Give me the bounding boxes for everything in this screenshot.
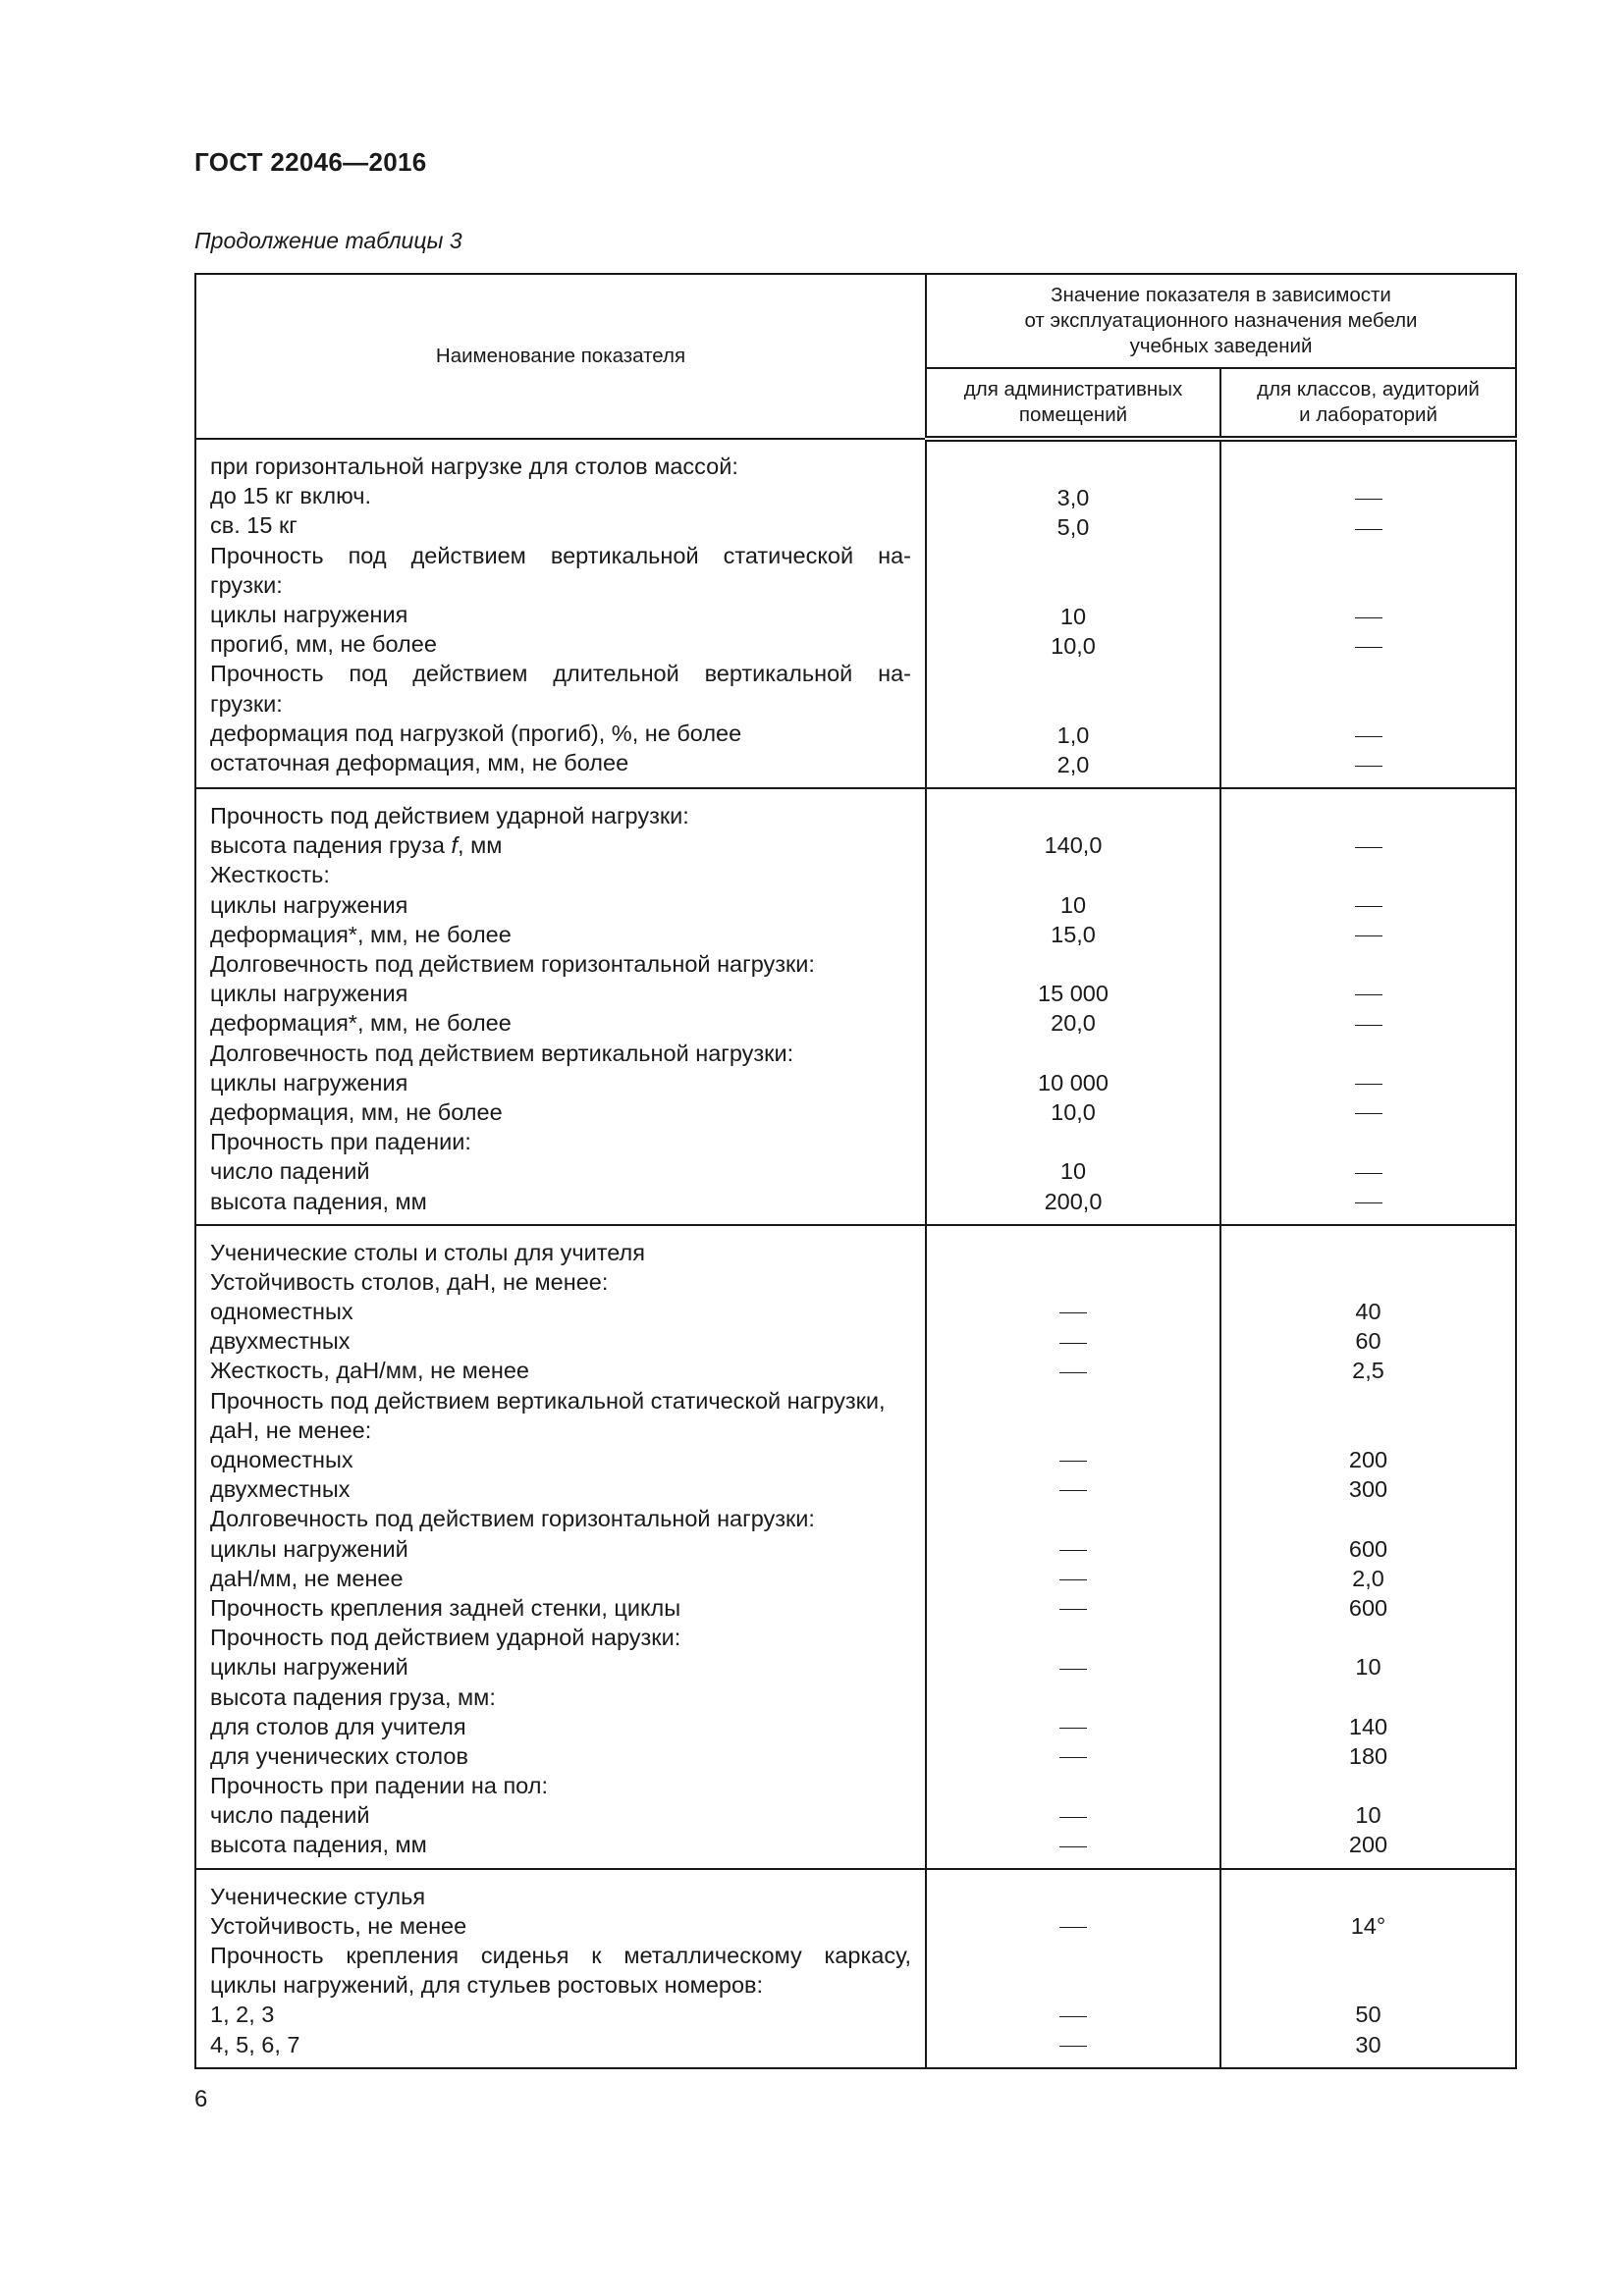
classroom-value: 140 [1348, 1713, 1388, 1739]
classroom-value: 60 [1355, 1328, 1381, 1355]
classroom-value [1235, 1682, 1501, 1712]
admin-value [941, 860, 1206, 889]
indicator-label: даН/мм, не менее [210, 1565, 404, 1591]
admin-value: 10 000 [1038, 1069, 1109, 1095]
indicator-label: Прочность под действием ударной нагрузки: [210, 803, 689, 829]
header-classrooms-labs [1220, 368, 1516, 439]
classroom-value [1235, 1068, 1501, 1097]
classroom-value [1235, 512, 1501, 542]
dash-mark [1059, 1817, 1087, 1818]
indicator-label: циклы нагружения [210, 601, 408, 627]
indicator-label: циклы нагружений, для стульев ростовых номеров: [210, 1972, 764, 1999]
indicator-label: до 15 кг включ. [210, 483, 371, 509]
indicator-label: остаточная деформация, мм, не более [210, 749, 629, 775]
classroom-value [1235, 1156, 1501, 1186]
admin-value [941, 1326, 1206, 1356]
admin-value [941, 2000, 1206, 2029]
indicator-label: Прочность под действием длительной вертикальной на- [210, 661, 911, 687]
classroom-value [1235, 631, 1501, 661]
classroom-value [1235, 1267, 1501, 1297]
classroom-value [1235, 1504, 1501, 1533]
indicator-label: Прочность при падении: [210, 1129, 471, 1155]
dash-mark [1355, 617, 1382, 618]
indicator-label: Жесткость, даН/мм, не менее [210, 1358, 529, 1384]
admin-value [941, 1504, 1206, 1533]
indicator-label: Жесткость: [210, 862, 330, 888]
classroom-value: 40 [1355, 1299, 1381, 1325]
admin-value [941, 1593, 1206, 1623]
classroom-value [1235, 1882, 1501, 1911]
dash-mark [1355, 1084, 1382, 1085]
classroom-value [1235, 1127, 1501, 1156]
classroom-value: 300 [1348, 1476, 1388, 1503]
classroom-value: 180 [1348, 1742, 1388, 1769]
admin-value [941, 949, 1206, 979]
admin-value [941, 1127, 1206, 1156]
classroom-value [1235, 979, 1501, 1008]
dash-mark [1059, 1757, 1087, 1758]
admin-value: 10 [1059, 891, 1087, 918]
dash-mark [1059, 1312, 1087, 1313]
dash-mark [1355, 906, 1382, 907]
classroom-value [1235, 1623, 1501, 1652]
classroom-value-cell [1220, 788, 1516, 1225]
classroom-value [1235, 1941, 1501, 1970]
indicator-label: Устойчивость столов, даН, не менее: [210, 1268, 609, 1295]
classroom-value [1235, 1238, 1501, 1267]
classroom-value [1235, 920, 1501, 949]
header-classrooms-line: для классов, аудиторий [1257, 378, 1480, 400]
admin-value [941, 1800, 1206, 1830]
dash-mark [1355, 647, 1382, 648]
indicator-label: двухместных [210, 1328, 351, 1355]
dash-mark [1059, 1927, 1087, 1928]
admin-value [941, 1564, 1206, 1593]
indicator-label: циклы нагружений [210, 1535, 408, 1562]
admin-value [941, 454, 1206, 483]
indicator-label: число падений [210, 1158, 370, 1185]
classroom-value: 10 [1355, 1654, 1381, 1681]
classroom-value: 30 [1355, 2031, 1381, 2057]
classroom-value [1235, 483, 1501, 512]
indicator-label: св. 15 кг [210, 512, 298, 539]
indicator-label: для ученических столов [210, 1742, 468, 1769]
admin-value [941, 1882, 1206, 1911]
classroom-value [1235, 1008, 1501, 1038]
admin-value [941, 1386, 1206, 1415]
admin-value-cell [926, 788, 1220, 1225]
admin-value [941, 1267, 1206, 1297]
indicator-label: деформация*, мм, не более [210, 921, 512, 947]
classroom-value: 14° [1350, 1912, 1386, 1939]
dash-mark [1355, 736, 1382, 737]
indicator-label: Прочность крепления сиденья к металлическому каркасу, [210, 1943, 911, 1968]
admin-value [941, 2030, 1206, 2059]
admin-value [941, 1830, 1206, 1859]
classroom-value [1235, 750, 1501, 779]
indicator-label: Ученические стулья [210, 1883, 426, 1909]
indicator-label: для столов для учителя [210, 1713, 466, 1739]
header-value-line: Значение показателя в зависимости [1051, 284, 1391, 306]
table-caption: Продолжение таблицы 3 [194, 228, 462, 253]
classroom-value [1235, 890, 1501, 920]
dash-mark [1355, 1173, 1382, 1174]
classroom-value: 600 [1348, 1594, 1388, 1621]
header-indicator-name: Наименование показателя [195, 274, 926, 439]
indicator-label: циклы нагружений [210, 1654, 408, 1681]
page-number: 6 [194, 2086, 208, 2112]
classroom-value: 200 [1348, 1447, 1388, 1472]
indicator-label: деформация, мм, не более [210, 1098, 503, 1125]
classroom-value-cell [1220, 1869, 1516, 2068]
indicator-label: высота падения груза f, мм [210, 832, 503, 859]
admin-value [941, 1652, 1206, 1682]
indicator-label: Долговечность под действием горизонтальной нагрузки: [210, 951, 815, 977]
classroom-value: 200 [1348, 1832, 1388, 1858]
dash-mark [1355, 499, 1382, 500]
admin-value-cell [926, 1869, 1220, 2068]
admin-value-cell [926, 1225, 1220, 1869]
dash-mark [1059, 1372, 1087, 1373]
dash-mark [1059, 1343, 1087, 1344]
indicator-label: высота падения груза, мм: [210, 1683, 496, 1710]
variable-f: f [451, 832, 459, 859]
indicator-cell [195, 788, 926, 1225]
header-value-group [926, 274, 1516, 368]
classroom-value [1235, 1386, 1501, 1415]
admin-value: 200,0 [1044, 1188, 1103, 1214]
dash-mark [1355, 847, 1382, 848]
admin-value: 3,0 [1056, 485, 1090, 511]
admin-value [941, 1970, 1206, 2000]
admin-value [941, 1445, 1206, 1474]
indicator-label: Долговечность под действием вертикальной нагрузки: [210, 1040, 794, 1066]
admin-value [941, 1623, 1206, 1652]
admin-value [941, 1356, 1206, 1385]
dash-mark [1059, 1579, 1087, 1580]
dash-mark [1059, 1728, 1087, 1729]
admin-value [941, 1771, 1206, 1800]
classroom-value [1235, 1771, 1501, 1800]
indicator-label: даН, не менее: [210, 1416, 372, 1443]
indicator-label: Прочность крепления задней стенки, циклы [210, 1594, 681, 1621]
admin-value: 10 [1059, 1158, 1087, 1185]
table-row-group [195, 1225, 1516, 1869]
classroom-value: 50 [1355, 2002, 1381, 2028]
indicator-label: Прочность при падении на пол: [210, 1773, 548, 1799]
dash-mark [1355, 766, 1382, 767]
indicator-label: грузки: [210, 571, 283, 598]
indicator-cell [195, 1225, 926, 1869]
classroom-value [1235, 1187, 1501, 1216]
classroom-value [1235, 860, 1501, 889]
admin-value [941, 661, 1206, 690]
admin-value [941, 1534, 1206, 1564]
admin-value [941, 1682, 1206, 1712]
indicator-label: циклы нагружения [210, 1069, 408, 1095]
indicator-label: грузки: [210, 690, 283, 717]
indicator-label: деформация под нагрузкой (прогиб), %, не более [210, 720, 742, 746]
classroom-value [1235, 830, 1501, 860]
dash-mark [1355, 1025, 1382, 1026]
classroom-value [1235, 801, 1501, 830]
classroom-value [1235, 1097, 1501, 1127]
admin-value [941, 572, 1206, 602]
classroom-value [1235, 543, 1501, 572]
admin-value: 5,0 [1056, 514, 1090, 541]
classroom-value [1235, 1415, 1501, 1445]
dash-mark [1059, 1461, 1087, 1462]
indicator-label: Прочность под действием вертикальной статической нагрузки, [210, 1387, 886, 1414]
indicator-cell [195, 439, 926, 788]
admin-value: 140,0 [1044, 832, 1103, 859]
indicator-label: одноместных [210, 1447, 353, 1472]
classroom-value [1235, 691, 1501, 721]
indicator-label: одноместных [210, 1299, 353, 1325]
dash-mark [1059, 1490, 1087, 1491]
classroom-value [1235, 721, 1501, 750]
dash-mark [1059, 2046, 1087, 2047]
dash-mark [1059, 1609, 1087, 1610]
table-row-group [195, 439, 1516, 788]
indicator-label: деформация*, мм, не более [210, 1010, 512, 1037]
header-admin-line: для административных [963, 378, 1183, 400]
classroom-value [1235, 602, 1501, 631]
admin-value: 20,0 [1051, 1010, 1096, 1037]
indicator-label: высота падения, мм [210, 1832, 427, 1858]
classroom-value [1235, 1039, 1501, 1068]
admin-value [941, 1039, 1206, 1068]
indicator-label: двухместных [210, 1476, 351, 1503]
admin-value: 10 [1059, 603, 1087, 629]
classroom-value [1235, 1970, 1501, 2000]
dash-mark [1059, 1669, 1087, 1670]
header-admin-rooms [926, 368, 1220, 439]
admin-value: 15,0 [1051, 921, 1096, 947]
admin-value [941, 1941, 1206, 1970]
indicator-label: 4, 5, 6, 7 [210, 2031, 300, 2057]
indicator-label: прогиб, мм, не более [210, 631, 437, 658]
admin-value: 2,0 [1056, 751, 1090, 777]
admin-value [941, 691, 1206, 721]
admin-value: 15 000 [1038, 981, 1109, 1007]
admin-value [941, 1415, 1206, 1445]
admin-value [941, 1712, 1206, 1741]
specifications-table [194, 273, 1517, 2069]
classroom-value: 2,5 [1352, 1358, 1384, 1384]
admin-value [941, 1297, 1206, 1326]
indicator-label: циклы нагружения [210, 981, 408, 1007]
classroom-value: 10 [1355, 1802, 1381, 1829]
classroom-value: 2,0 [1352, 1565, 1384, 1591]
dash-mark [1355, 1202, 1382, 1203]
classroom-value-cell [1220, 439, 1516, 788]
dash-mark [1355, 994, 1382, 995]
classroom-value [1235, 949, 1501, 979]
admin-value: 10,0 [1051, 1098, 1096, 1125]
indicator-label: Ученические столы и столы для учителя [210, 1239, 645, 1265]
indicator-label: Прочность под действием вертикальной статической на- [210, 542, 911, 568]
indicator-label: при горизонтальной нагрузке для столов массой: [210, 454, 738, 479]
dash-mark [1355, 935, 1382, 936]
indicator-label: Долговечность под действием горизонтальной нагрузки: [210, 1506, 815, 1532]
admin-value [941, 543, 1206, 572]
table-row-group [195, 788, 1516, 1225]
indicator-label: число падений [210, 1802, 370, 1829]
table-row-group [195, 1869, 1516, 2068]
dash-mark [1355, 529, 1382, 530]
dash-mark [1059, 1550, 1087, 1551]
indicator-label: 1, 2, 3 [210, 2002, 275, 2028]
header-value-line: учебных заведений [1129, 335, 1313, 357]
classroom-value [1235, 661, 1501, 690]
admin-value [941, 1474, 1206, 1504]
classroom-value [1235, 572, 1501, 602]
dash-mark [1059, 2016, 1087, 2017]
header-value-line: от эксплуатационного назначения мебели [1024, 309, 1418, 332]
classroom-value: 600 [1348, 1535, 1388, 1562]
admin-value: 10,0 [1051, 633, 1096, 660]
classroom-value [1235, 454, 1501, 483]
admin-value [941, 1911, 1206, 1941]
admin-value [941, 1238, 1206, 1267]
header-classrooms-line: и лабораторий [1299, 403, 1437, 426]
indicator-label: циклы нагружения [210, 891, 408, 918]
admin-value [941, 801, 1206, 830]
dash-mark [1059, 1846, 1087, 1847]
classroom-value-cell [1220, 1225, 1516, 1869]
indicator-label: Устойчивость, не менее [210, 1912, 467, 1939]
header-admin-line: помещений [1018, 403, 1128, 426]
document-code: ГОСТ 22046—2016 [194, 147, 427, 177]
admin-value: 1,0 [1056, 721, 1090, 748]
indicator-label: высота падения, мм [210, 1188, 427, 1214]
dash-mark [1355, 1113, 1382, 1114]
indicator-cell [195, 1869, 926, 2068]
indicator-label: Прочность под действием ударной нарузки: [210, 1625, 681, 1651]
admin-value [941, 1741, 1206, 1771]
admin-value-cell [926, 439, 1220, 788]
